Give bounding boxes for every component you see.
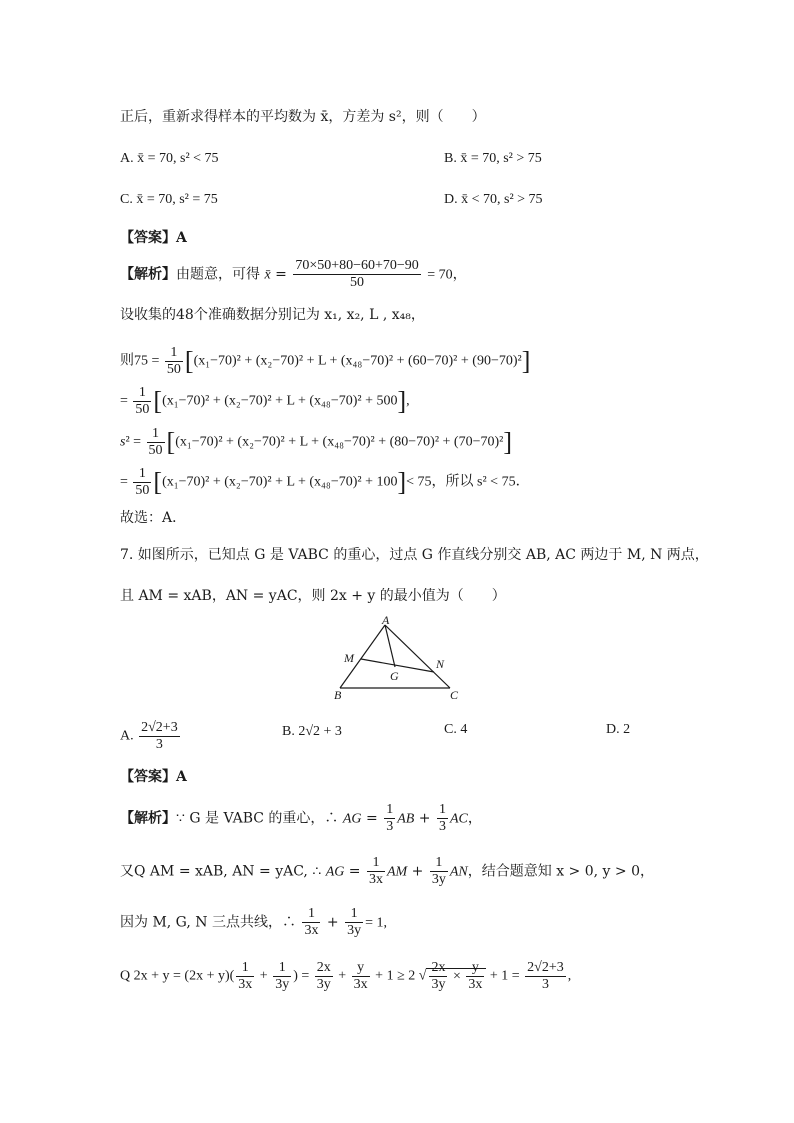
- q7-stem-line1: 7. 如图所示，已知点 G 是 VABC 的重心，过点 G 作直线分别交 AB, AC 两边于 M, N 两点，: [120, 547, 709, 563]
- q6-option-d: D. x̄ < 70, s² > 75: [444, 192, 543, 207]
- q7-a2-pre: 又Q AM = xAB, AN = yAC, ∴: [120, 863, 322, 880]
- q6-option-b: B. x̄ = 70, s² > 75: [444, 151, 542, 166]
- q7-a3-post: = 1,: [365, 915, 387, 931]
- q6-analysis-line1: 【解析】由题意，可得 x̄ = $\frac{70\times 50+80-60+70-90}{50}$ = 70，: [120, 258, 467, 290]
- q7-answer: 【答案】A: [120, 769, 187, 785]
- q7-a2-post: ，结合题意知 x > 0, y > 0，: [467, 863, 654, 880]
- label-g: G: [390, 669, 399, 683]
- q6-analysis-line3: 则75 = $\frac{1}{50}$ [(x₁−70)² + (x₂−70)² + L + (x₄₈−70)² + (60−70)² + (90−70)²]: [120, 345, 531, 377]
- q7-option-a-num: 2√2+3: [141, 720, 178, 735]
- q6-conclusion: 故选：A．: [120, 510, 187, 526]
- q6-line1-text: 由题意，可得: [176, 266, 260, 283]
- q7-option-b: [282, 722, 342, 742]
- q7-analysis-line2: 又Q AM = xAB, AN = yAC, ∴ AG = $\frac{1}{3x}$ AM + $\frac{1}{3y}$ AN，结合题意知 x > 0, y > 0，: [120, 855, 654, 887]
- q7-a3-pre: 因为 M, G, N 三点共线，∴: [120, 914, 296, 931]
- q6-analysis-label: 【解析】: [120, 266, 176, 283]
- q7-analysis-line4: Q 2x + y = (2x + y)( $\frac{1}{3x}$ + $\frac{1}{3y}$ ) = $\frac{2x}{3y}$ + $\frac{y}{3x}$ + 1 ≥ 2 √ $\frac{2x}{3y}$ × $\frac{y}{3x}$ + 1 = $\frac{2√2+3}{3}$ ,: [120, 960, 572, 992]
- label-a: A: [382, 615, 390, 627]
- q6-mean-result: = 70，: [427, 267, 467, 283]
- q6-answer: 【答案】A: [120, 230, 187, 246]
- q7-analysis-label: 【解析】: [120, 810, 176, 827]
- q7-triangle-figure: [330, 615, 470, 705]
- q7-option-a-den: 3: [155, 737, 163, 752]
- q7-option-a: [120, 720, 182, 753]
- q6-variance-corrected: (x₁−70)² + (x₂−70)² + L + (x₄₈−70)² + (80−70)² + (70−70)²: [175, 434, 504, 450]
- q6-stem-tail: 正后，重新求得样本的平均数为 x̄，方差为 s²，则（ ）: [120, 109, 486, 125]
- q7-stem-line2: 且 AM = xAB，AN = yAC，则 2x + y 的最小值为（ ）: [120, 588, 506, 604]
- label-b: B: [334, 688, 342, 702]
- q6-analysis-line2: 设收集的48个准确数据分别记为 x₁, x₂, L , x₄₈，: [120, 307, 425, 323]
- q6-option-c: C. x̄ = 70, s² = 75: [120, 192, 218, 207]
- segment-ag: [385, 625, 395, 667]
- q6-variance-sum: (x₁−70)² + (x₂−70)² + L + (x₄₈−70)² + 500: [162, 393, 398, 409]
- q7-option-b-value: 2√2 + 3: [298, 724, 342, 739]
- q6-option-a: A. x̄ = 70, s² < 75: [120, 151, 219, 166]
- q7-option-c: C. 4: [444, 722, 468, 737]
- q6-analysis-line4: = $\frac{1}{50}$ [(x₁−70)² + (x₂−70)² + L + (x₄₈−70)² + 500],: [120, 385, 410, 417]
- q7-option-a-label: A.: [120, 728, 134, 744]
- q7-a1-text: ∵ G 是 VABC 的重心，∴: [176, 810, 339, 827]
- q7-option-b-label: B.: [282, 724, 295, 739]
- q7-analysis-line3: 因为 M, G, N 三点共线，∴ $\frac{1}{3x}$ + $\frac{1}{3y}$ = 1,: [120, 906, 387, 938]
- label-n: N: [436, 657, 445, 671]
- q7-option-d: D. 2: [606, 722, 631, 737]
- label-c: C: [450, 688, 459, 702]
- q6-mean-num: 70×50+80−60+70−90: [295, 258, 419, 273]
- q7-a4-text: Q 2x + y = (2x + y)(: [120, 968, 235, 984]
- label-m: M: [344, 651, 354, 665]
- q6-mean-den: 50: [350, 275, 365, 290]
- q6-analysis-line5: s² = $\frac{1}{50}$ [(x₁−70)² + (x₂−70)² + L + (x₄₈−70)² + (80−70)² + (70−70)²]: [120, 426, 513, 458]
- q6-variance-original: (x₁−70)² + (x₂−70)² + L + (x₄₈−70)² + (60−70)² + (90−70)²: [193, 353, 522, 369]
- q7-analysis-line1: 【解析】∵ G 是 VABC 的重心，∴ AG = $\frac{1}{3}$ AB + $\frac{1}{3}$ AC，: [120, 802, 482, 834]
- q6-variance-conclusion: < 75，所以 s² < 75．: [406, 474, 530, 490]
- q6-analysis-line6: = $\frac{1}{50}$ [(x₁−70)² + (x₂−70)² + L + (x₄₈−70)² + 100]< 75，所以 s² < 75．: [120, 466, 530, 498]
- q6-mean-fraction: [293, 258, 420, 291]
- q6-variance-final: (x₁−70)² + (x₂−70)² + L + (x₄₈−70)² + 100: [162, 474, 398, 490]
